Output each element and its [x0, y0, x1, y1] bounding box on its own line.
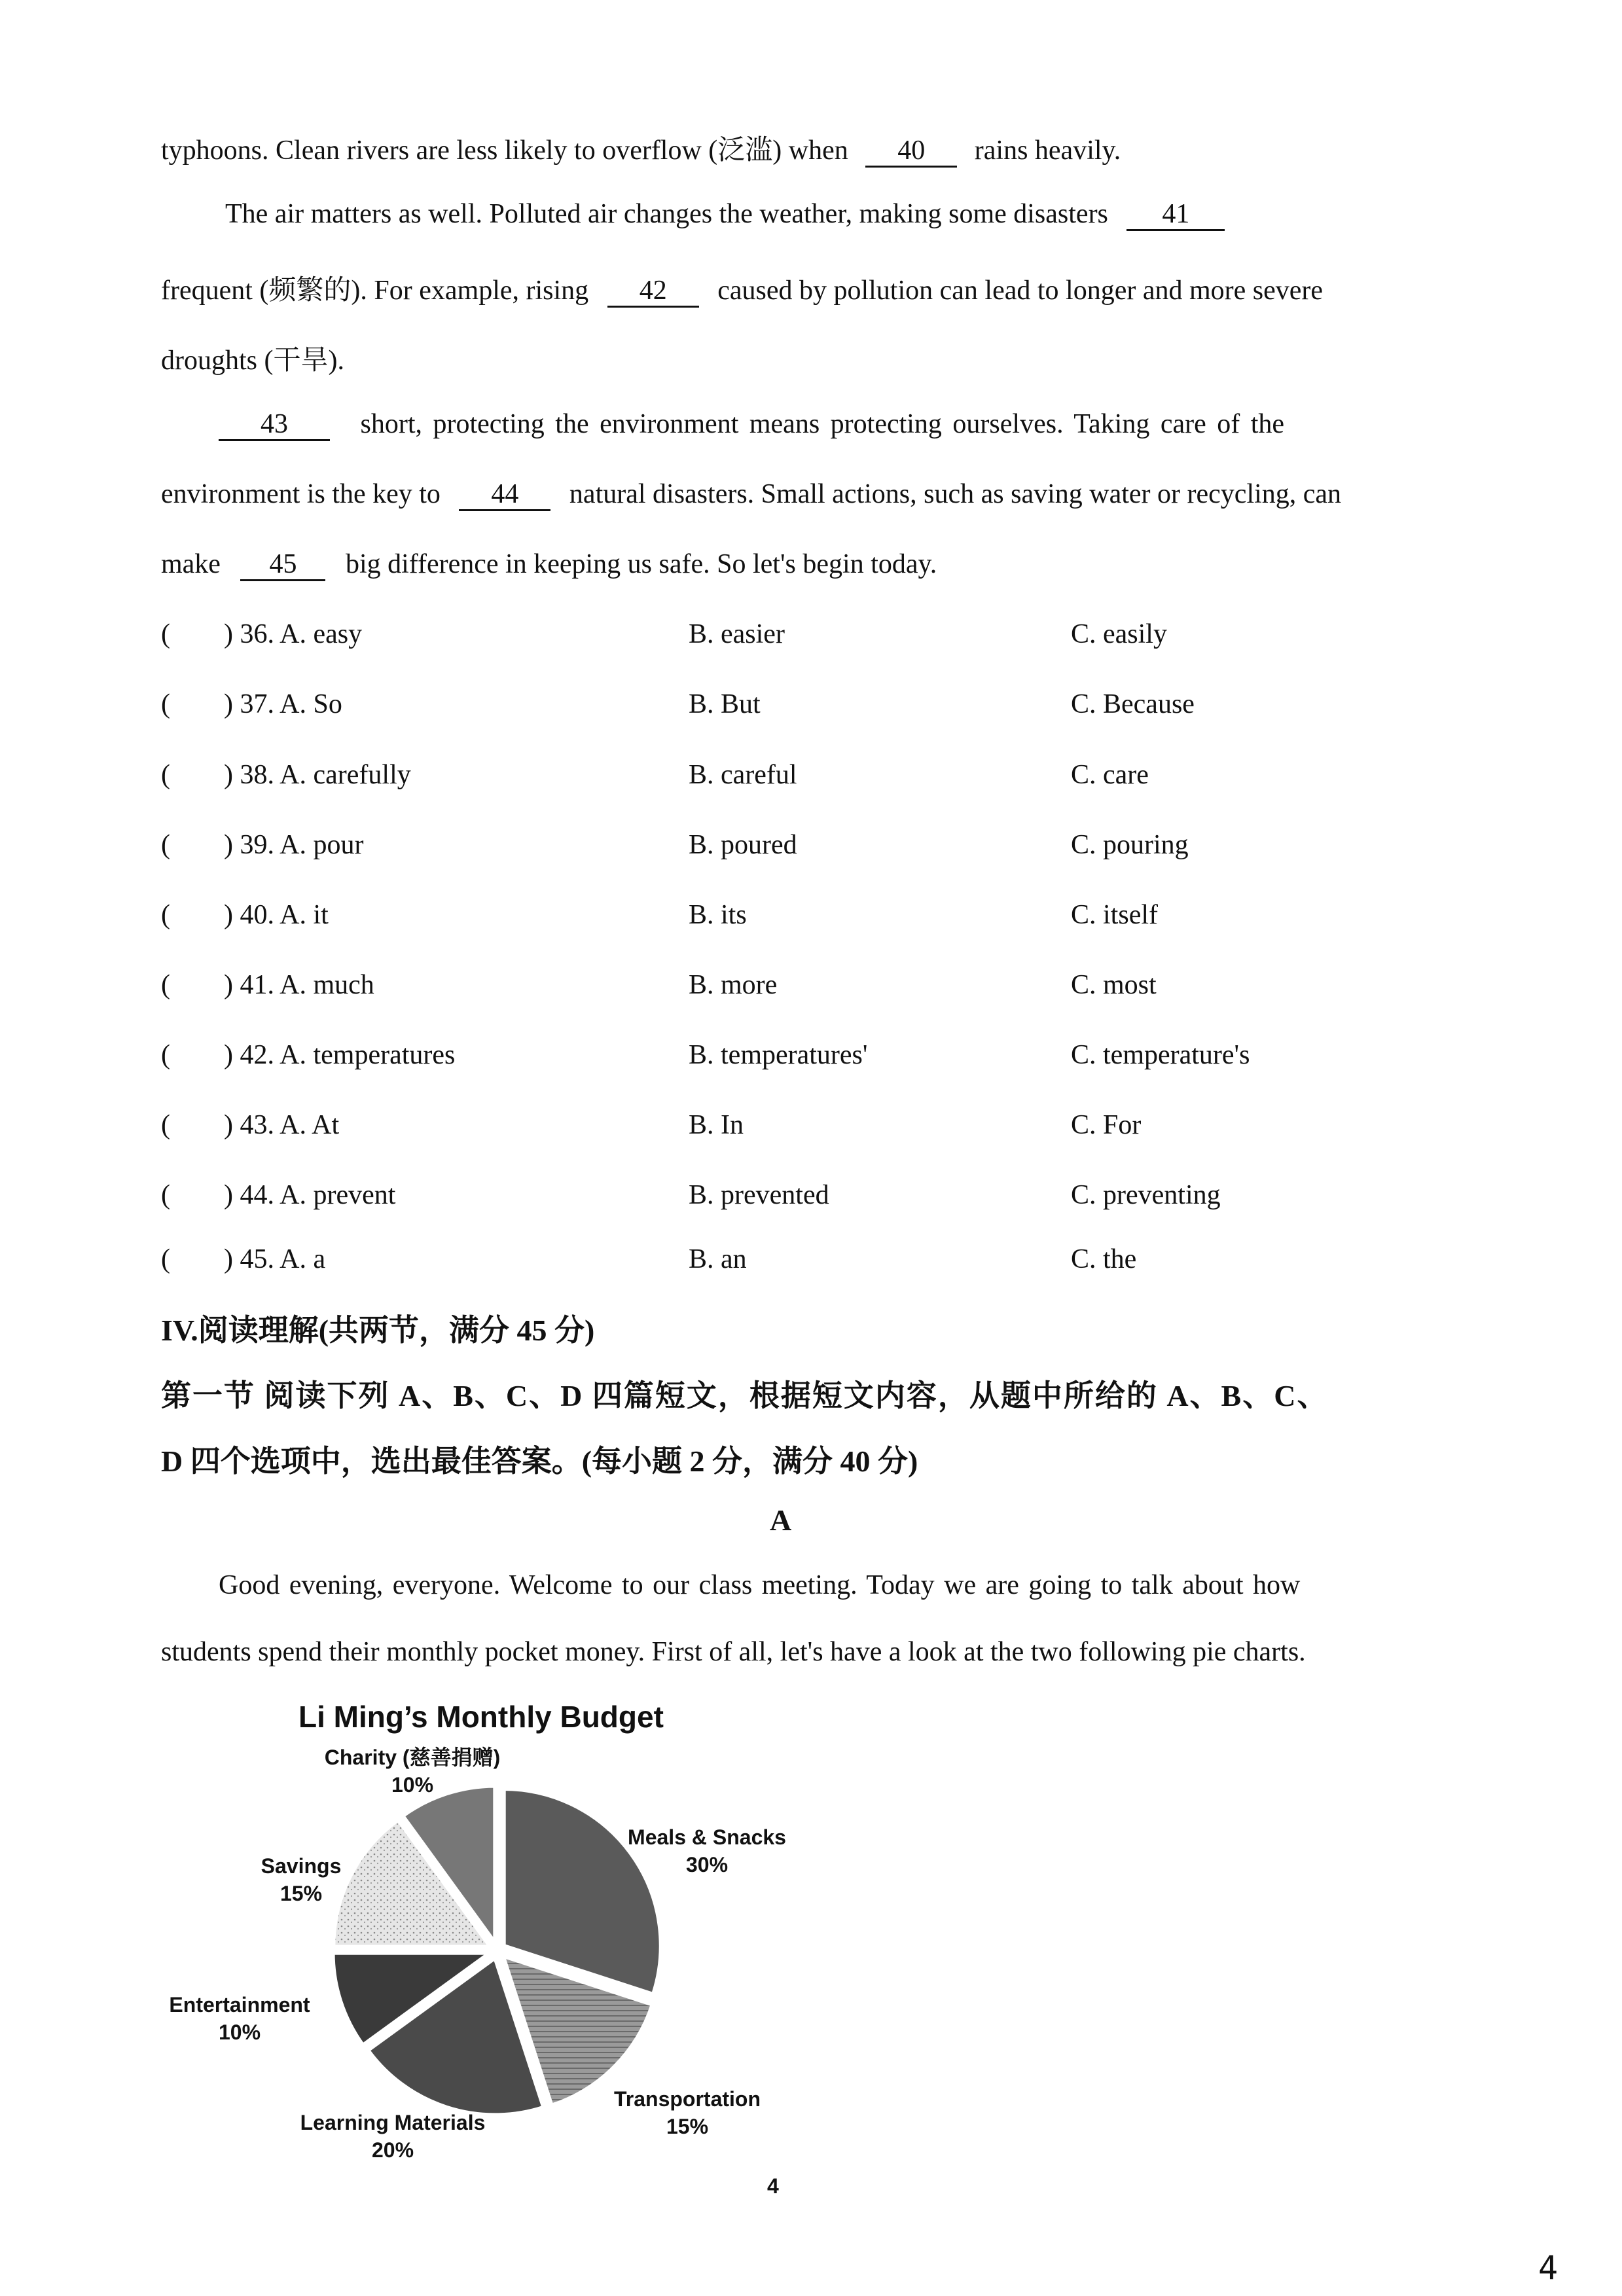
slice-percent: 30% [685, 1853, 729, 1876]
pie-label-meals [615, 1823, 799, 1878]
option-c: C. itself [1071, 900, 1158, 930]
answer-paren: ( [161, 1244, 170, 1274]
option-a: ) 36. A. easy [224, 619, 363, 649]
slice-percent: 10% [391, 1773, 434, 1797]
passage-text: typhoons. Clean rivers are less likely to overflow (泛滥) when [161, 135, 848, 166]
option-a: ) 39. A. pour [224, 830, 364, 860]
blank-43: 43 [219, 409, 330, 441]
answer-paren: ( [161, 900, 170, 930]
passage-text: short, protecting the environment means protecting ourselves. Taking care of the [360, 409, 1285, 439]
option-b: B. careful [689, 760, 797, 790]
option-a: ) 41. A. much [224, 970, 374, 1000]
option-a: ) 42. A. temperatures [224, 1040, 456, 1070]
answer-paren: ( [161, 760, 170, 790]
slice-percent: 20% [371, 2138, 414, 2162]
blank-44: 44 [459, 479, 550, 511]
slice-label: Savings [261, 1854, 342, 1878]
option-a: ) 38. A. carefully [224, 760, 411, 790]
option-b: B. In [689, 1110, 744, 1140]
option-a: ) 40. A. it [224, 900, 329, 930]
intro-paragraph-line-1: Good evening, everyone. Welcome to our class meeting. Today we are going to talk about how [219, 1570, 1301, 1600]
answer-paren: ( [161, 1180, 170, 1210]
passage-line-1 [161, 128, 1121, 168]
answer-paren: ( [161, 1040, 170, 1070]
passage-text: frequent (频繁的). For example, rising [161, 276, 589, 306]
pie-label-savings [249, 1852, 353, 1907]
option-a: ) 37. A. So [224, 689, 342, 719]
passage-text: environment is the key to [161, 479, 441, 509]
option-c: C. the [1071, 1244, 1137, 1274]
blank-45: 45 [240, 549, 325, 581]
answer-paren: ( [161, 689, 170, 719]
option-a: ) 44. A. prevent [224, 1180, 396, 1210]
blank-40: 40 [865, 135, 957, 168]
answer-paren: ( [161, 1110, 170, 1140]
passage-line-2 [225, 198, 1225, 231]
option-b: B. more [689, 970, 778, 1000]
slice-percent: 10% [218, 2020, 261, 2044]
passage-line-6 [161, 478, 1341, 511]
option-c: C. For [1071, 1110, 1142, 1140]
passage-line-7 [161, 548, 937, 581]
slice-percent: 15% [666, 2115, 709, 2138]
option-b: B. But [689, 689, 761, 719]
option-b: B. temperatures' [689, 1040, 868, 1070]
pie-label-entertainment [161, 1991, 318, 2046]
section-heading: IV.阅读理解(共两节，满分 45 分) [161, 1314, 595, 1347]
option-a: ) 43. A. At [224, 1110, 340, 1140]
pie-label-transportation [602, 2085, 772, 2140]
page-number-corner: 4 [1538, 2249, 1559, 2287]
passage-line-5 [219, 408, 1284, 441]
option-b: B. its [689, 900, 747, 930]
pie-chart [314, 1767, 681, 2134]
passage-text: The air matters as well. Polluted air changes the weather, making some disasters [225, 199, 1108, 229]
passage-line-3 [161, 268, 1323, 308]
option-b: B. easier [689, 619, 785, 649]
answer-paren: ( [161, 830, 170, 860]
option-c: C. care [1071, 760, 1149, 790]
passage-text: big difference in keeping us safe. So let's begin today. [345, 549, 937, 579]
passage-text: make [161, 549, 221, 579]
slice-label: Charity (慈善捐赠) [324, 1746, 501, 1769]
section-instructions-line-1: 第一节 阅读下列 A、B、C、D 四篇短文，根据短文内容，从题中所给的 A、B、C、 [161, 1379, 1329, 1412]
blank-42: 42 [607, 276, 699, 308]
passage-text: rains heavily. [974, 135, 1121, 166]
option-b: B. prevented [689, 1180, 829, 1210]
slice-percent: 15% [279, 1882, 323, 1905]
option-b: B. an [689, 1244, 747, 1274]
passage-text: droughts (干旱). [161, 346, 344, 376]
blank-41: 41 [1126, 199, 1225, 231]
option-c: C. easily [1071, 619, 1167, 649]
option-c: C. preventing [1071, 1180, 1221, 1210]
intro-paragraph-line-2: students spend their monthly pocket money. First of all, let's have a look at the two following pie charts. [161, 1637, 1306, 1667]
passage-line-4 [161, 338, 344, 378]
page-number: 4 [767, 2174, 779, 2198]
part-label: A [770, 1503, 792, 1537]
option-c: C. pouring [1071, 830, 1189, 860]
option-c: C. Because [1071, 689, 1195, 719]
slice-label: Entertainment [169, 1993, 310, 2017]
chart-title: Li Ming’s Monthly Budget [298, 1700, 664, 1734]
passage-text: caused by pollution can lead to longer and more severe [717, 276, 1324, 306]
passage-text: natural disasters. Small actions, such as saving water or recycling, can [569, 479, 1342, 509]
option-a: ) 45. A. a [224, 1244, 326, 1274]
slice-label: Transportation [613, 2087, 761, 2111]
pie-label-charity [301, 1744, 524, 1799]
slice-label: Learning Materials [300, 2111, 486, 2134]
section-instructions-line-2: D 四个选项中，选出最佳答案。(每小题 2 分，满分 40 分) [161, 1444, 918, 1478]
pie-label-learning [288, 2109, 497, 2164]
answer-paren: ( [161, 619, 170, 649]
answer-paren: ( [161, 970, 170, 1000]
option-c: C. temperature's [1071, 1040, 1250, 1070]
option-b: B. poured [689, 830, 797, 860]
slice-label: Meals & Snacks [628, 1825, 786, 1849]
option-c: C. most [1071, 970, 1157, 1000]
